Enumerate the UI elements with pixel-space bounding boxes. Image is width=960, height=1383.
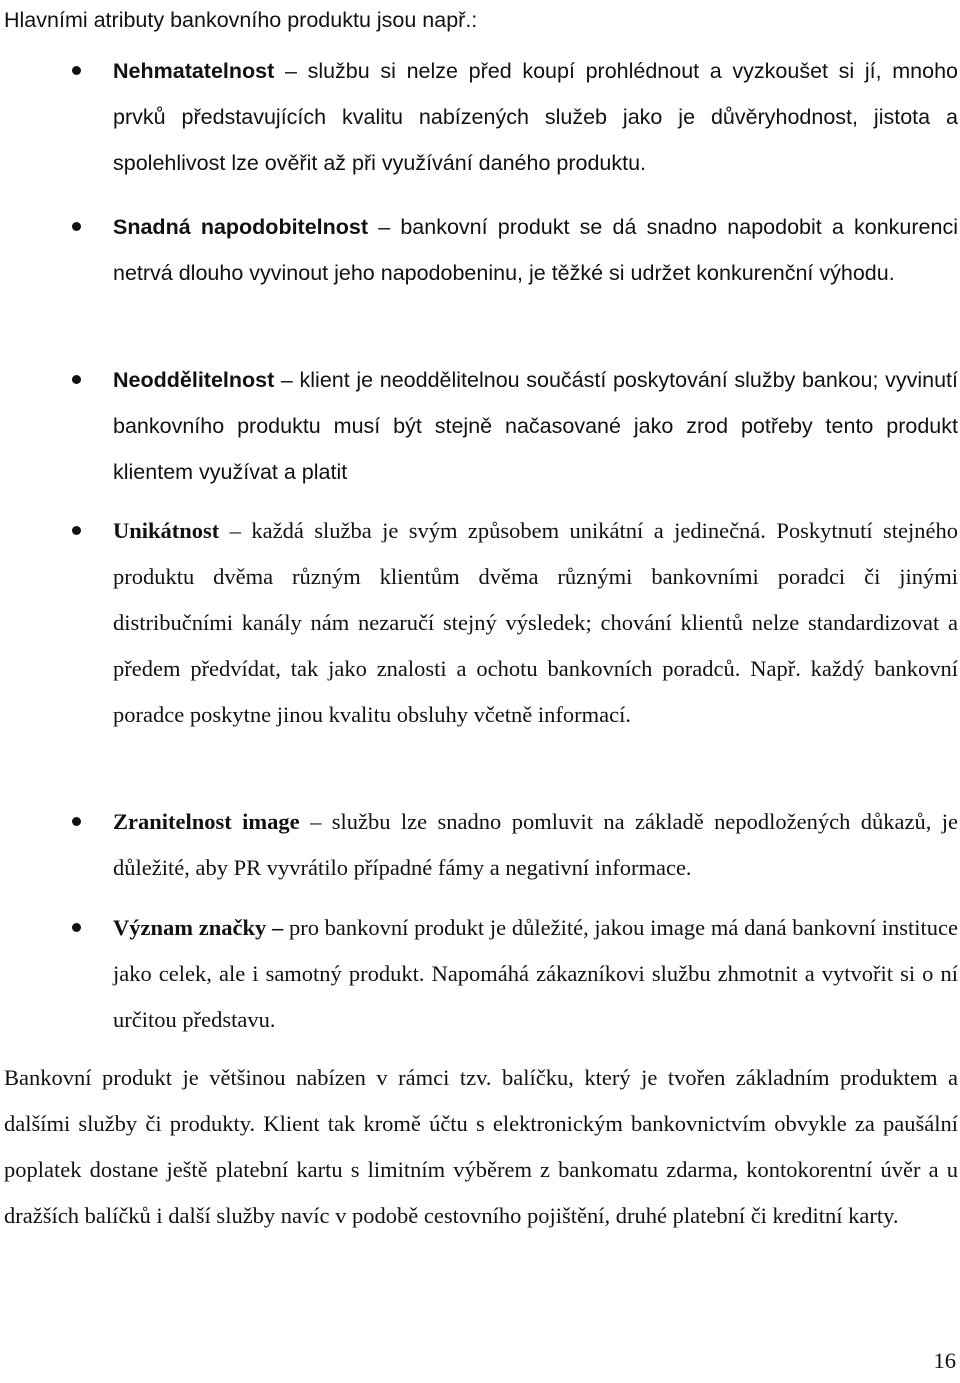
bullet-item-neoddelitelnost [113, 357, 958, 495]
bullet-term: Zranitelnost image [113, 809, 300, 834]
bullet-term: Unikátnost [113, 518, 220, 543]
bullet-item-zranitelnost-image [113, 799, 958, 891]
closing-paragraph: Bankovní produkt je většinou nabízen v rámci tzv. balíčku, který je tvořen základním produktem a dalšími služby či produkty. Klient tak kromě účtu s elektronickým bankovnictvím obvykle za paušální poplatek dostane ještě platební kartu s limitním výběrem z bankomatu zdarma, kontokorentní úvěr a u dražších balíčků i další služby navíc v podobě cestovního pojištění, druhé platební či kreditní karty. [4, 1065, 958, 1228]
bullet-item-unikatnost [113, 508, 958, 738]
bullet-text: – službu si nelze před koupí prohlédnout a vyzkoušet si jí, mnoho prvků představujících kvalitu nabízených služeb jako je důvěryhodnost, jistota a spolehlivost lze ověřit až při využívání daného produktu. [113, 59, 958, 175]
bullet-item-nehmatatelnost [113, 48, 958, 186]
bullet-term: Neoddělitelnost [113, 368, 275, 392]
bullet-term: Význam značky – [113, 915, 284, 940]
bullet-term: Nehmatatelnost [113, 59, 275, 83]
bullet-text: – každá služba je svým způsobem unikátní a jedinečná. Poskytnutí stejného produktu dvěma různým klientům dvěma různými bankovními poradci či jinými distribučními kanály nám nezaručí stejný výsledek; chování klientů nelze standardizovat a předem předvídat, tak jako znalosti a ochotu bankovních poradců. Např. každý bankovní poradce poskytne jinou kvalitu obsluhy včetně informací. [113, 518, 958, 727]
bullet-text: – bankovní produkt se dá snadno napodobit a konkurenci netrvá dlouho vyvinout jeho napodobeninu, je těžké si udržet konkurenční výhodu. [113, 215, 958, 285]
page-number: 16 [933, 1348, 956, 1373]
bullet-item-vyznam-znacky [113, 905, 958, 1043]
bullet-item-snadna-napodobitelnost [113, 204, 958, 296]
intro-line: Hlavními atributy bankovního produktu jsou např.: [4, 8, 478, 32]
bullet-text: – klient je neoddělitelnou součástí poskytování služby bankou; vyvinutí bankovního produktu musí být stejně načasované jako zrod potřeby tento produkt klientem využívat a platit [113, 368, 958, 484]
bullet-text: – službu lze snadno pomluvit na základě nepodložených důkazů, je důležité, aby PR vyvrátilo případné fámy a negativní informace. [113, 809, 959, 880]
bullet-text: pro bankovní produkt je důležité, jakou image má daná bankovní instituce jako celek, ale i samotný produkt. Napomáhá zákazníkovi službu zhmotnit a vytvořit si o ní určitou představu. [113, 915, 958, 1032]
bullet-term: Snadná napodobitelnost [113, 215, 369, 239]
